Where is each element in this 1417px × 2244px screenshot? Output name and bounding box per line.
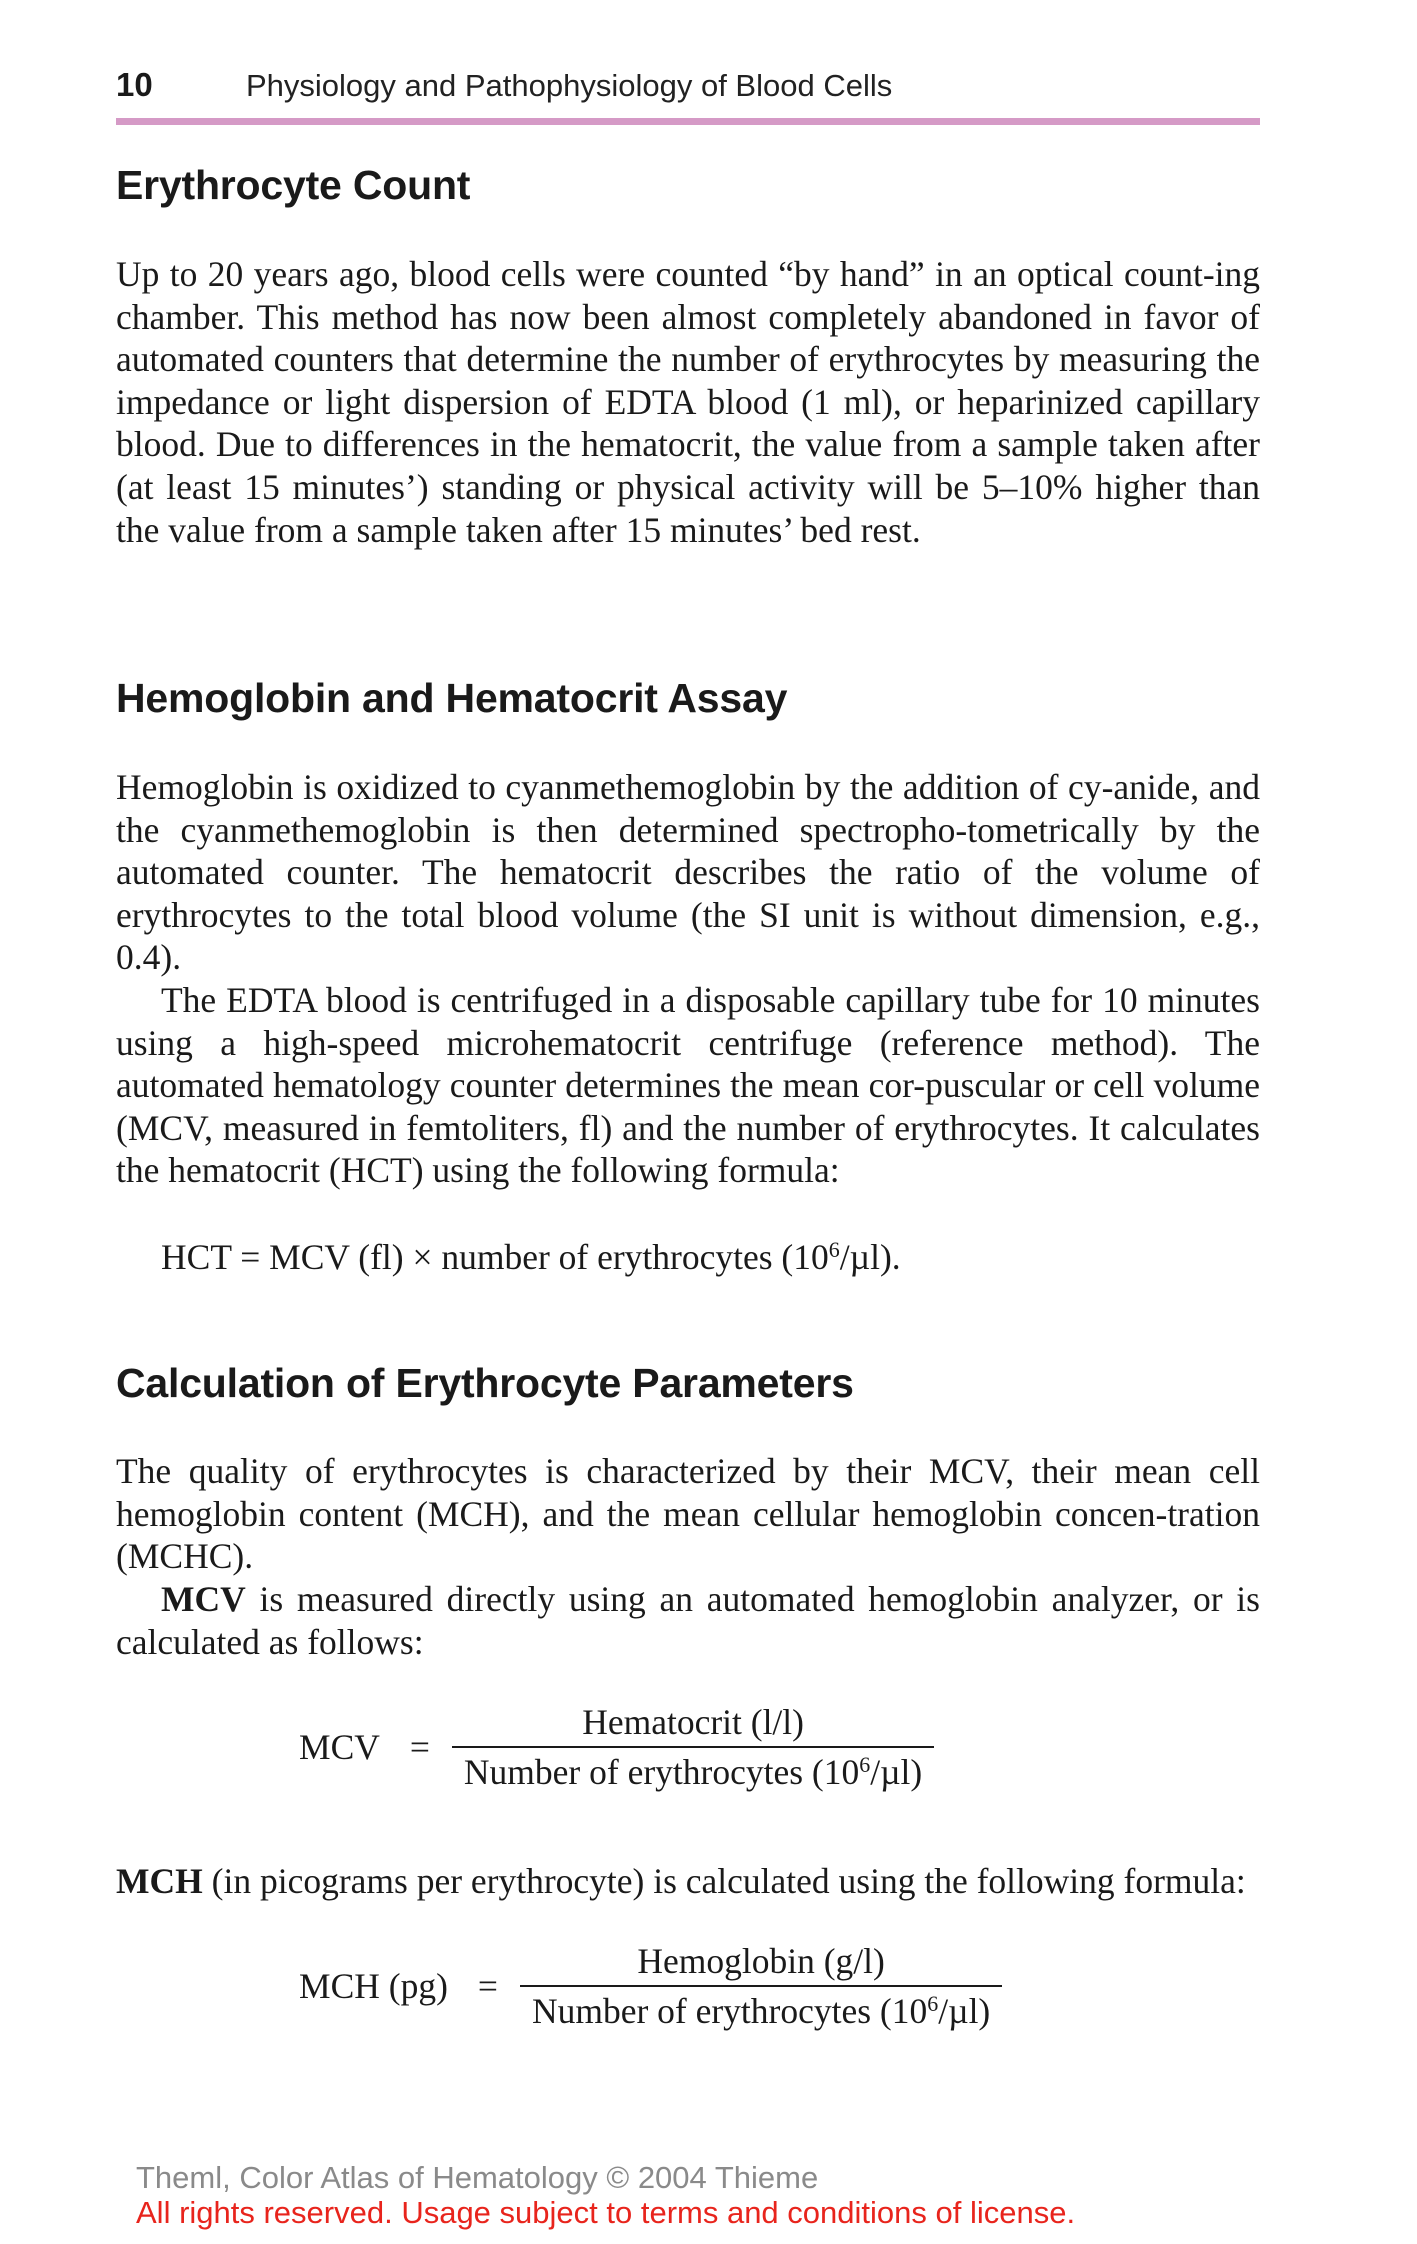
page-number: 10 — [116, 66, 153, 103]
mcv-term: MCV — [161, 1579, 246, 1619]
paragraph-hemoglobin-2: The EDTA blood is centrifuged in a disposable capillary tube for 10 minutes using a high-speed microhematocrit centrifuge (reference method). The automated hematology counter determines the mean cor-puscular or cell volume (MCV, measured in femtoliters, fl) and the number of erythrocytes. It calculates the hematocrit (HCT) using the following formula: — [116, 980, 1260, 1191]
hct-formula — [161, 1236, 901, 1279]
section-heading-erythrocyte-parameters: Calculation of Erythrocyte Parameters — [116, 1360, 854, 1406]
hct-formula-exponent: 6 — [828, 1237, 840, 1262]
hct-formula-unit: /µl). — [839, 1237, 901, 1277]
section-heading-hemoglobin-hematocrit: Hemoglobin and Hematocrit Assay — [116, 675, 788, 721]
running-title: Physiology and Pathophysiology of Blood Cells — [246, 68, 893, 103]
mcv-fraction — [452, 1702, 934, 1792]
mcv-formula-equals: = — [409, 1727, 430, 1767]
hct-formula-text: HCT = MCV (fl) × number of erythrocytes (10 — [161, 1237, 829, 1277]
paragraph-mcv — [116, 1578, 1260, 1663]
paragraph-erythrocyte-count: Up to 20 years ago, blood cells were counted “by hand” in an optical count-ing chamber. This method has now been almost completely abandoned in favor of automated counters that determine the number of erythrocytes by measuring the impedance or light dispersion of EDTA blood (1 ml), or heparinized capillary blood. Due to differences in the hematocrit, the value from a sample taken after (at least 15 minutes’) standing or physical activity will be 5–10% higher than the value from a sample taken after 15 minutes’ bed rest. — [116, 254, 1260, 550]
paragraph-mch — [116, 1860, 1260, 1903]
header-rule — [116, 118, 1260, 125]
copyright-footer — [136, 2160, 1075, 2230]
page-header — [116, 66, 1260, 110]
license-line: All rights reserved. Usage subject to terms and conditions of license. — [136, 2195, 1076, 2230]
mcv-denominator: Number of erythrocytes $(10^6/\mu l)$ — [463, 1752, 923, 1792]
mch-denominator: Number of erythrocytes $(10^6/\mu l)$ — [531, 1991, 991, 2031]
mch-term: MCH — [116, 1861, 203, 1901]
mcv-formula-lhs: MCV — [299, 1727, 380, 1767]
mch-description: (in picograms per erythrocyte) is calculated using the following formula: — [202, 1861, 1246, 1901]
mch-fraction — [520, 1941, 1002, 2031]
mch-numerator: Hemoglobin (g/l) — [637, 1941, 885, 1981]
mcv-description: is measured directly using an automated hemoglobin analyzer, or is calculated as follows: — [116, 1579, 1260, 1662]
paragraph-hemoglobin-1: Hemoglobin is oxidized to cyanmethemoglobin by the addition of cy-anide, and the cyanmethemoglobin is then determined spectropho-tometrically by the automated counter. The hematocrit describes the ratio of the volume of erythrocytes to the total blood volume (the SI unit is without dimension, e.g., 0.4). — [116, 767, 1260, 978]
mch-formula-equals: = — [477, 1966, 498, 2006]
paragraph-parameters-1: The quality of erythrocytes is characterized by their MCV, their mean cell hemoglobin content (MCH), and the mean cellular hemoglobin concen-tration (MCHC). — [116, 1451, 1260, 1577]
section-heading-erythrocyte-count: Erythrocyte Count — [116, 162, 471, 208]
mch-formula — [299, 1941, 1002, 2031]
copyright-line: Theml, Color Atlas of Hematology © 2004 Thieme — [136, 2160, 819, 2195]
mcv-formula — [299, 1702, 934, 1792]
mch-formula-lhs: MCH (pg) — [299, 1966, 448, 2006]
mcv-numerator: Hematocrit (l/l) — [582, 1702, 804, 1742]
